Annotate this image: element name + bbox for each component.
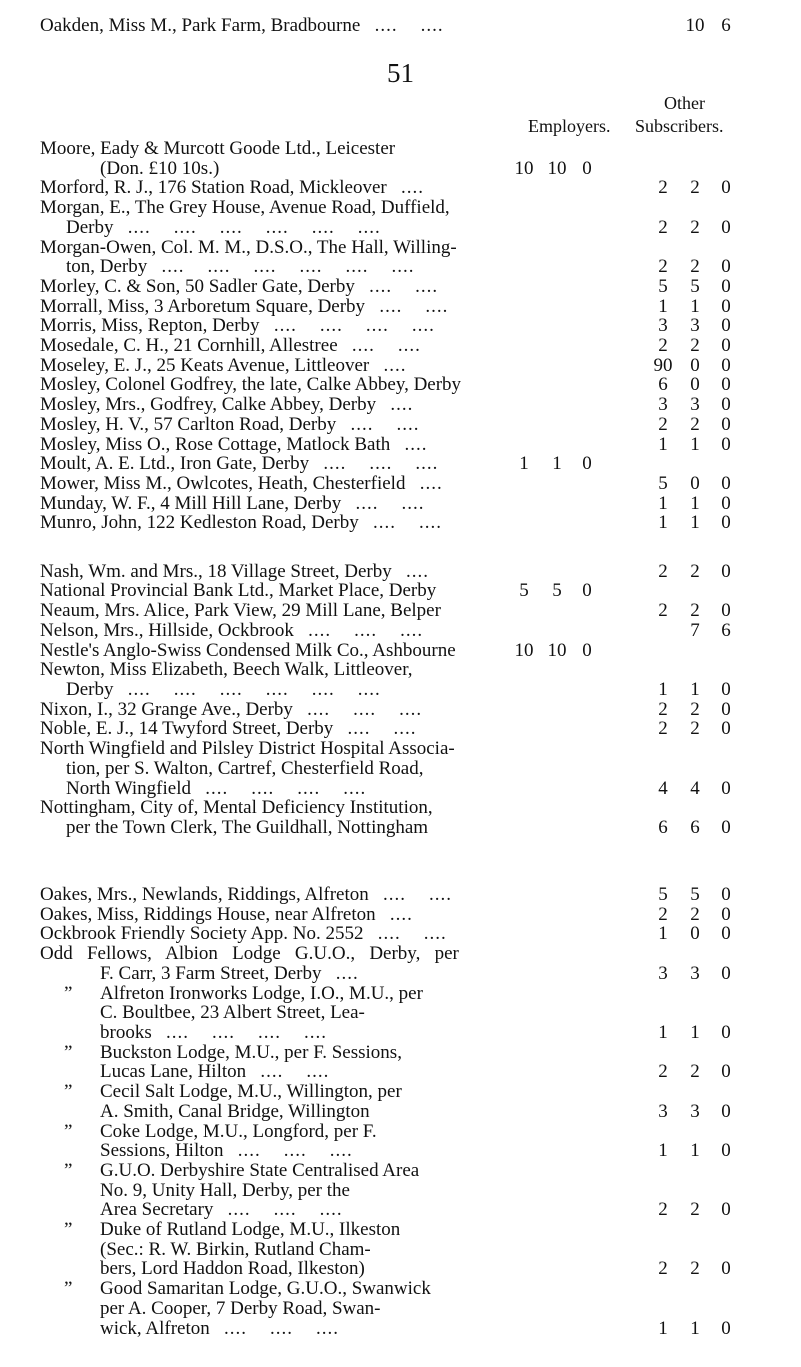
entry-text: National Provincial Bank Ltd., Market Place, Derby [40, 580, 437, 601]
leader-dots: .... [390, 394, 414, 415]
subscriber-amount-pounds: 1 [658, 1140, 668, 1161]
employer-amount-shillings: 5 [552, 580, 562, 601]
leader-dots: .... .... [355, 493, 425, 514]
ditto-mark: ” [64, 1160, 73, 1181]
subscriber-amount-shillings: 2 [690, 561, 700, 582]
subscriber-amount-shillings: 1 [690, 1140, 700, 1161]
subscriber-amount-pounds: 2 [658, 335, 668, 356]
subscriber-amount-pounds: 2 [658, 718, 668, 739]
subscriber-amount-pence: 0 [721, 699, 731, 720]
subscriber-amount-pounds: 1 [658, 512, 668, 533]
entry-text: Mosley, Miss O., Rose Cottage, Matlock Bath [40, 434, 391, 455]
employer-amount-pence: 0 [582, 453, 592, 474]
subscriber-amount-pounds: 6 [658, 374, 668, 395]
leader-dots: .... [335, 963, 359, 984]
subscriber-amount-shillings: 1 [690, 296, 700, 317]
subscriber-amount-pence: 0 [721, 1258, 731, 1279]
entry-text: Morgan-Owen, Col. M. M., D.S.O., The Hall, Willing- [40, 237, 457, 258]
entry-text: Neaum, Mrs. Alice, Park View, 29 Mill Lane, Belper [40, 600, 441, 621]
entry-text: Lucas Lane, Hilton [100, 1061, 247, 1082]
subscriber-amount-shillings: 0 [690, 473, 700, 494]
leader-dots: .... [404, 434, 428, 455]
leader-dots: .... .... [351, 335, 421, 356]
other-subscribers-header-line2: Subscribers. [635, 116, 724, 136]
entry-text: Nixon, I., 32 Grange Ave., Derby [40, 699, 293, 720]
entry-text: Morrall, Miss, 3 Arboretum Square, Derby [40, 296, 366, 317]
employer-amount-pence: 0 [582, 158, 592, 179]
entry-text: Buckston Lodge, M.U., per F. Sessions, [100, 1042, 402, 1063]
subscriber-amount-shillings: 3 [690, 394, 700, 415]
entry-text: Noble, E. J., 14 Twyford Street, Derby [40, 718, 334, 739]
subscriber-amount-pounds: 2 [658, 561, 668, 582]
subscriber-amount-shillings: 2 [690, 414, 700, 435]
subscriber-amount-shillings: 2 [690, 699, 700, 720]
subscriber-amount-pounds: 6 [658, 817, 668, 838]
subscriber-amount-pence: 0 [721, 1318, 731, 1339]
subscriber-amount-pounds: 2 [658, 600, 668, 621]
subscriber-amount-shillings: 6 [690, 817, 700, 838]
leader-dots: .... [383, 355, 407, 376]
subscriber-amount-shillings: 2 [690, 1258, 700, 1279]
subscriber-amount-shillings: 2 [690, 177, 700, 198]
entry-text: wick, Alfreton [100, 1318, 210, 1339]
leader-dots: .... .... .... [224, 1318, 340, 1339]
subscriber-amount-shillings: 5 [690, 276, 700, 297]
employer-amount-pence: 0 [582, 640, 592, 661]
subscriber-amount-pounds: 90 [653, 355, 673, 376]
subscriber-amount-pence: 0 [721, 473, 731, 494]
subscriber-amount-pence: 0 [721, 963, 731, 984]
subscriber-amount-pence: 6 [721, 620, 731, 641]
entry-text: G.U.O. Derbyshire State Centralised Area [100, 1160, 420, 1181]
subscriber-amount-pence: 0 [721, 561, 731, 582]
subscriber-amount-shillings: 0 [690, 374, 700, 395]
subscriber-amount-pence: 0 [721, 904, 731, 925]
entry-text: Mosedale, C. H., 21 Cornhill, Allestree [40, 335, 338, 356]
entry-text: North Wingfield and Pilsley District Hospital Associa- [40, 738, 455, 759]
subscriber-amount-shillings: 4 [690, 778, 700, 799]
entry-text: Cecil Salt Lodge, M.U., Willington, per [100, 1081, 402, 1102]
subscriber-amount-shillings: 3 [690, 963, 700, 984]
subscriber-amount-pence: 0 [721, 1140, 731, 1161]
ditto-mark: ” [64, 1042, 73, 1063]
entry-text: Odd Fellows, Albion Lodge G.U.O., Derby, per [40, 943, 459, 964]
entry-text: Mosley, Colonel Godfrey, the late, Calke Abbey, Derby [40, 374, 462, 395]
subscriber-amount-shillings: 2 [690, 1061, 700, 1082]
subscriber-amount-shillings: 2 [690, 256, 700, 277]
subscriber-amount-pence: 0 [721, 414, 731, 435]
entry-text: bers, Lord Haddon Road, Ilkeston) [100, 1258, 365, 1279]
leader-dots: .... .... [379, 296, 449, 317]
leader-dots: .... [405, 561, 429, 582]
subscriber-amount-pence: 0 [721, 817, 731, 838]
subscriber-amount-shillings: 2 [690, 904, 700, 925]
entry-text: Oakes, Mrs., Newlands, Riddings, Alfreton [40, 884, 369, 905]
subscriber-amount-pence: 0 [721, 778, 731, 799]
entry-text: Munday, W. F., 4 Mill Hill Lane, Derby [40, 493, 342, 514]
entry-text: per the Town Clerk, The Guildhall, Nottingham [66, 817, 429, 838]
leader-dots: .... .... .... .... .... .... [161, 256, 415, 277]
leader-dots: .... .... .... .... [205, 778, 367, 799]
subscriber-amount-pence: 0 [721, 679, 731, 700]
subscriber-amount-pounds: 5 [658, 473, 668, 494]
entry-text: Area Secretary [100, 1199, 214, 1220]
subscriber-amount-shillings: 7 [690, 620, 700, 641]
subscriber-amount-shillings: 2 [690, 335, 700, 356]
leader-dots: .... .... [260, 1061, 330, 1082]
entry-text: Good Samaritan Lodge, G.U.O., Swanwick [100, 1278, 431, 1299]
ditto-mark: ” [64, 1219, 73, 1240]
employer-amount-pence: 0 [582, 580, 592, 601]
employer-amount-pounds: 10 [514, 640, 534, 661]
entry-text: Nestle's Anglo-Swiss Condensed Milk Co., Ashbourne [40, 640, 456, 661]
subscriber-amount-pence: 0 [721, 923, 731, 944]
leader-dots: .... .... [374, 15, 444, 36]
subscriber-amount-shillings: 2 [690, 217, 700, 238]
entry-name [100, 1317, 339, 1341]
leader-dots: .... .... [373, 512, 442, 533]
entry-text: Mosley, H. V., 57 Carlton Road, Derby [40, 414, 337, 435]
subscriber-amount-pence: 0 [721, 1061, 731, 1082]
entry-row [0, 14, 801, 38]
leader-dots: .... .... .... [237, 1140, 353, 1161]
subscriber-amount-pounds: 1 [658, 296, 668, 317]
entry-text: Nelson, Mrs., Hillside, Ockbrook [40, 620, 294, 641]
leader-dots: .... .... .... [308, 620, 424, 641]
subscriber-amount-pounds: 4 [658, 778, 668, 799]
entry-text: Moore, Eady & Murcott Goode Ltd., Leicester [40, 138, 396, 159]
employers-header: Employers. [528, 116, 611, 136]
leader-dots: .... .... [383, 884, 453, 905]
subscriber-amount-pounds: 2 [658, 414, 668, 435]
subscriber-amount-pounds: 1 [658, 1318, 668, 1339]
subscriber-amount-shillings: 2 [690, 600, 700, 621]
subscriber-amount-pounds: 1 [658, 493, 668, 514]
subscriber-amount-shillings: 10 [685, 15, 705, 36]
subscriber-amount-shillings: 3 [690, 315, 700, 336]
entry-text: Derby [66, 679, 114, 700]
employer-amount-pounds: 10 [514, 158, 534, 179]
employer-amount-shillings: 1 [552, 453, 562, 474]
subscriber-amount-pence: 6 [721, 15, 731, 36]
subscriber-amount-shillings: 1 [690, 679, 700, 700]
entry-text: Mower, Miss M., Owlcotes, Heath, Chesterfield [40, 473, 406, 494]
entry-text: Duke of Rutland Lodge, M.U., Ilkeston [100, 1219, 401, 1240]
entry-text: (Sec.: R. W. Birkin, Rutland Cham- [100, 1239, 371, 1260]
subscriber-amount-pence: 0 [721, 335, 731, 356]
entry-text: tion, per S. Walton, Cartref, Chesterfield Road, [66, 758, 424, 779]
subscriber-amount-pounds: 3 [658, 394, 668, 415]
subscriber-amount-pounds: 3 [658, 1101, 668, 1122]
subscriber-amount-pounds: 2 [658, 904, 668, 925]
subscriber-amount-pounds: 2 [658, 1258, 668, 1279]
entry-name [40, 14, 444, 38]
employer-amount-pounds: 5 [519, 580, 529, 601]
entry-text: (Don. £10 10s.) [100, 158, 220, 179]
entry-text: Newton, Miss Elizabeth, Beech Walk, Littleover, [40, 659, 413, 680]
subscriber-amount-pounds: 5 [658, 276, 668, 297]
subscriber-amount-shillings: 1 [690, 1022, 700, 1043]
leader-dots: .... .... [347, 718, 417, 739]
entry-text: Mosley, Mrs., Godfrey, Calke Abbey, Derby [40, 394, 377, 415]
subscriber-amount-shillings: 0 [690, 923, 700, 944]
ditto-mark: ” [64, 983, 73, 1004]
subscriber-amount-pence: 0 [721, 217, 731, 238]
leader-dots: .... [400, 177, 424, 198]
entry-text: North Wingfield [66, 778, 192, 799]
entry-text: Nash, Wm. and Mrs., 18 Village Street, Derby [40, 561, 392, 582]
employer-amount-pounds: 1 [519, 453, 529, 474]
subscriber-amount-pence: 0 [721, 355, 731, 376]
subscriber-amount-pence: 0 [721, 884, 731, 905]
leader-dots: .... .... [369, 276, 439, 297]
subscriber-amount-pence: 0 [721, 394, 731, 415]
subscriber-amount-shillings: 1 [690, 1318, 700, 1339]
subscriber-amount-pounds: 2 [658, 256, 668, 277]
entry-row [0, 1317, 801, 1341]
subscriber-amount-pounds: 2 [658, 177, 668, 198]
ditto-mark: ” [64, 1278, 73, 1299]
subscriber-amount-shillings: 3 [690, 1101, 700, 1122]
page-number: 51 [387, 58, 414, 88]
leader-dots: .... [389, 904, 413, 925]
subscriber-amount-pounds: 3 [658, 963, 668, 984]
subscriber-amount-pence: 0 [721, 1199, 731, 1220]
leader-dots: .... .... .... .... .... .... [127, 679, 381, 700]
subscriber-amount-shillings: 1 [690, 434, 700, 455]
entry-text: Oakden, Miss M., Park Farm, Bradbourne [40, 15, 361, 36]
entry-text: ton, Derby [66, 256, 148, 277]
entry-text: Nottingham, City of, Mental Deficiency Institution, [40, 797, 433, 818]
subscriber-amount-pounds: 1 [658, 434, 668, 455]
subscriber-amount-pence: 0 [721, 512, 731, 533]
subscriber-amount-shillings: 0 [690, 355, 700, 376]
entry-text: Munro, John, 122 Kedleston Road, Derby [40, 512, 359, 533]
other-subscribers-header-line1: Other [664, 93, 705, 113]
subscriber-amount-pence: 0 [721, 276, 731, 297]
entry-text: per A. Cooper, 7 Derby Road, Swan- [100, 1298, 381, 1319]
entry-text: Morford, R. J., 176 Station Road, Mickleover [40, 177, 387, 198]
entry-text: F. Carr, 3 Farm Street, Derby [100, 963, 322, 984]
entry-text: Moult, A. E. Ltd., Iron Gate, Derby [40, 453, 310, 474]
leader-dots: .... .... .... [307, 699, 423, 720]
subscriber-amount-pence: 0 [721, 718, 731, 739]
entry-text: Morley, C. & Son, 50 Sadler Gate, Derby [40, 276, 355, 297]
leader-dots: .... .... .... .... [273, 315, 435, 336]
subscriber-amount-pence: 0 [721, 600, 731, 621]
subscriber-amount-pence: 0 [721, 493, 731, 514]
leader-dots: .... .... [377, 923, 447, 944]
ditto-mark: ” [64, 1121, 73, 1142]
entry-text: Alfreton Ironworks Lodge, I.O., M.U., per [100, 983, 423, 1004]
subscriber-amount-pounds: 2 [658, 1199, 668, 1220]
subscriber-amount-pence: 0 [721, 177, 731, 198]
leader-dots: .... .... .... [323, 453, 439, 474]
subscriber-amount-pence: 0 [721, 315, 731, 336]
subscriber-amount-pence: 0 [721, 256, 731, 277]
subscriber-amount-pounds: 5 [658, 884, 668, 905]
entry-text: A. Smith, Canal Bridge, Willington [100, 1101, 370, 1122]
employer-amount-shillings: 10 [547, 158, 567, 179]
subscriber-amount-pence: 0 [721, 434, 731, 455]
leader-dots: .... .... [350, 414, 420, 435]
entry-text: C. Boultbee, 23 Albert Street, Lea- [100, 1002, 365, 1023]
subscriber-amount-pounds: 2 [658, 217, 668, 238]
subscriber-amount-pounds: 2 [658, 699, 668, 720]
subscriber-amount-pence: 0 [721, 296, 731, 317]
leader-dots: .... .... .... [227, 1199, 343, 1220]
subscriber-amount-pence: 0 [721, 374, 731, 395]
subscriber-amount-pence: 0 [721, 1022, 731, 1043]
entry-text: Derby [66, 217, 114, 238]
entry-text: Oakes, Miss, Riddings House, near Alfreton [40, 904, 376, 925]
employer-amount-shillings: 10 [547, 640, 567, 661]
subscriber-amount-shillings: 2 [690, 718, 700, 739]
subscriber-amount-shillings: 5 [690, 884, 700, 905]
leader-dots: .... .... .... .... .... .... [127, 217, 381, 238]
entry-row [0, 511, 801, 535]
subscriber-amount-shillings: 1 [690, 493, 700, 514]
subscriber-amount-shillings: 1 [690, 512, 700, 533]
subscriber-amount-shillings: 2 [690, 1199, 700, 1220]
subscriber-amount-pounds: 2 [658, 1061, 668, 1082]
entry-text: Sessions, Hilton [100, 1140, 224, 1161]
subscriber-amount-pounds: 1 [658, 923, 668, 944]
entry-row [0, 816, 801, 840]
entry-text: Coke Lodge, M.U., Longford, per F. [100, 1121, 377, 1142]
subscriber-amount-pounds: 1 [658, 1022, 668, 1043]
entry-name [66, 816, 428, 840]
entry-name [40, 511, 442, 535]
leader-dots: .... [419, 473, 443, 494]
entry-text: Morgan, E., The Grey House, Avenue Road, Duffield, [40, 197, 450, 218]
subscriber-amount-pounds: 1 [658, 679, 668, 700]
entry-text: Morris, Miss, Repton, Derby [40, 315, 260, 336]
subscriber-amount-pence: 0 [721, 1101, 731, 1122]
entry-text: Ockbrook Friendly Society App. No. 2552 [40, 923, 364, 944]
entry-text: brooks [100, 1022, 152, 1043]
leader-dots: .... .... .... .... [165, 1022, 327, 1043]
subscriber-amount-pounds: 3 [658, 315, 668, 336]
entry-text: No. 9, Unity Hall, Derby, per the [100, 1180, 350, 1201]
entry-text: Moseley, E. J., 25 Keats Avenue, Littleover [40, 355, 370, 376]
ditto-mark: ” [64, 1081, 73, 1102]
